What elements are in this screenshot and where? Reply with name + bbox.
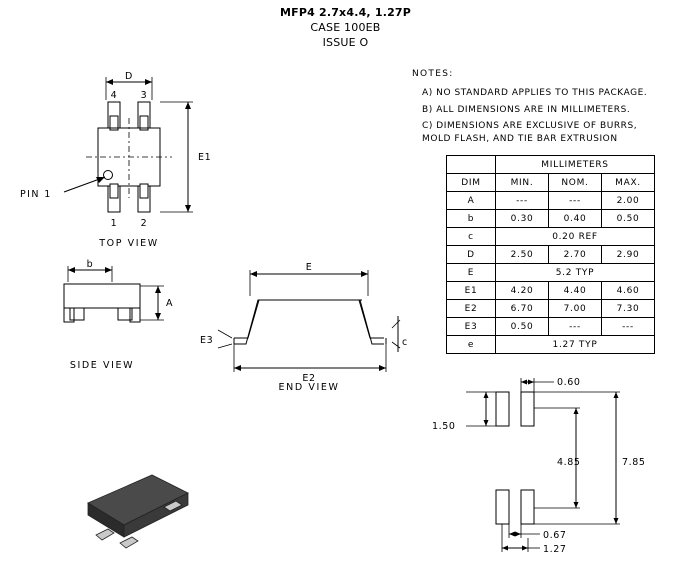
cell-max: 2.00 bbox=[602, 192, 655, 210]
dim-label-A: A bbox=[166, 298, 174, 309]
title-line-2: CASE 100EB bbox=[310, 21, 381, 34]
end-view bbox=[200, 250, 410, 393]
cell-min: 2.50 bbox=[496, 246, 549, 264]
cell-max: 0.50 bbox=[602, 210, 655, 228]
cell-span: 1.27 TYP bbox=[496, 336, 655, 354]
footprint-label-pad-height: 1.50 bbox=[432, 421, 456, 432]
cell-dim: b bbox=[447, 210, 496, 228]
footprint-label-pad-width: 0.60 bbox=[557, 377, 581, 388]
dim-E-line bbox=[250, 270, 368, 296]
pad-bottom-left bbox=[496, 490, 509, 524]
dim-c-line bbox=[392, 316, 400, 352]
end-view-outline bbox=[234, 300, 384, 344]
cell-min: 4.20 bbox=[496, 282, 549, 300]
pad-bottom-right bbox=[521, 490, 534, 524]
side-view-caption: SIDE VIEW bbox=[69, 360, 135, 371]
col-nom: NOM. bbox=[549, 174, 602, 192]
pin1-marker bbox=[104, 171, 113, 180]
package-3d-illustration bbox=[60, 455, 210, 555]
cell-span: 0.20 REF bbox=[496, 228, 655, 246]
table-row bbox=[447, 336, 655, 354]
top-view-caption: TOP VIEW bbox=[99, 238, 159, 249]
cell-nom: 2.70 bbox=[549, 246, 602, 264]
table-row bbox=[447, 282, 655, 300]
table-row bbox=[447, 228, 655, 246]
cell-dim: A bbox=[447, 192, 496, 210]
footprint-label-pad-gap: 0.67 bbox=[543, 530, 567, 541]
pin-label-3: 3 bbox=[140, 90, 148, 101]
dim-label-E3: E3 bbox=[200, 335, 214, 346]
end-view-caption: END VIEW bbox=[278, 382, 340, 393]
dim-A-line bbox=[140, 286, 164, 320]
cell-nom: --- bbox=[549, 318, 602, 336]
title-line-3: ISSUE O bbox=[322, 36, 369, 49]
dim-E1-line bbox=[160, 102, 193, 212]
dim-label-E2: E2 bbox=[302, 373, 316, 384]
cell-dim: E1 bbox=[447, 282, 496, 300]
title-block bbox=[0, 6, 691, 49]
cell-dim: E3 bbox=[447, 318, 496, 336]
dim-150 bbox=[466, 392, 496, 426]
pin1-leader bbox=[64, 177, 105, 192]
cell-min: 0.30 bbox=[496, 210, 549, 228]
footprint-pattern bbox=[418, 368, 683, 558]
dim-060 bbox=[521, 378, 554, 392]
table-row bbox=[447, 210, 655, 228]
pin1-label: PIN 1 bbox=[20, 189, 52, 200]
units-header: MILLIMETERS bbox=[496, 156, 655, 174]
top-view-leads-top bbox=[108, 102, 150, 130]
note-b: B) ALL DIMENSIONS ARE IN MILLIMETERS. bbox=[422, 104, 631, 115]
title-line-1: MFP4 2.7x4.4, 1.27P bbox=[279, 6, 412, 19]
pad-top-left bbox=[496, 392, 509, 426]
cell-dim: c bbox=[447, 228, 496, 246]
cell-max: 7.30 bbox=[602, 300, 655, 318]
dim-label-c: c bbox=[402, 337, 408, 348]
cell-max: --- bbox=[602, 318, 655, 336]
table-row bbox=[447, 264, 655, 282]
cell-max: 2.90 bbox=[602, 246, 655, 264]
pin-label-4: 4 bbox=[110, 90, 118, 101]
cell-min: 0.50 bbox=[496, 318, 549, 336]
dim-E3-line bbox=[218, 330, 234, 348]
table-units-row bbox=[447, 156, 655, 174]
pad-top-right bbox=[521, 392, 534, 426]
cell-min: --- bbox=[496, 192, 549, 210]
col-dim: DIM bbox=[447, 174, 496, 192]
note-c: C) DIMENSIONS ARE EXCLUSIVE OF BURRS, bbox=[422, 121, 638, 132]
table-row bbox=[447, 246, 655, 264]
cell-dim: E bbox=[447, 264, 496, 282]
table-row bbox=[447, 300, 655, 318]
note-a: A) NO STANDARD APPLIES TO THIS PACKAGE. bbox=[422, 87, 648, 98]
dim-E2-line bbox=[234, 344, 386, 372]
notes-heading: NOTES: bbox=[412, 69, 454, 79]
col-min: MIN. bbox=[496, 174, 549, 192]
cell-nom: 0.40 bbox=[549, 210, 602, 228]
cell-dim: D bbox=[447, 246, 496, 264]
footprint-label-span-outer: 7.85 bbox=[622, 457, 646, 468]
col-max: MAX. bbox=[602, 174, 655, 192]
dim-label-D: D bbox=[125, 71, 133, 82]
cell-span: 5.2 TYP bbox=[496, 264, 655, 282]
pin-label-1: 1 bbox=[110, 218, 118, 229]
side-view-lead-left bbox=[70, 308, 84, 320]
pin-label-2: 2 bbox=[140, 218, 148, 229]
note-c-cont: MOLD FLASH, AND TIE BAR EXTRUSION bbox=[422, 134, 618, 145]
dim-label-E: E bbox=[305, 262, 313, 273]
cell-nom: 4.40 bbox=[549, 282, 602, 300]
notes-block bbox=[412, 68, 691, 146]
cell-dim: e bbox=[447, 336, 496, 354]
footprint-label-pitch: 1.27 bbox=[543, 544, 567, 555]
cell-min: 6.70 bbox=[496, 300, 549, 318]
dimension-table bbox=[446, 155, 655, 354]
cell-max: 4.60 bbox=[602, 282, 655, 300]
cell-nom: 7.00 bbox=[549, 300, 602, 318]
side-view-body bbox=[64, 284, 140, 308]
dim-label-b: b bbox=[86, 259, 94, 270]
top-view bbox=[20, 70, 250, 250]
table-header-row bbox=[447, 174, 655, 192]
dim-067 bbox=[509, 524, 540, 538]
footprint-label-pitch-inner: 4.85 bbox=[557, 457, 581, 468]
cell-nom: --- bbox=[549, 192, 602, 210]
table-row bbox=[447, 318, 655, 336]
cell-dim: E2 bbox=[447, 300, 496, 318]
dim-label-E1: E1 bbox=[198, 152, 212, 163]
table-row bbox=[447, 192, 655, 210]
